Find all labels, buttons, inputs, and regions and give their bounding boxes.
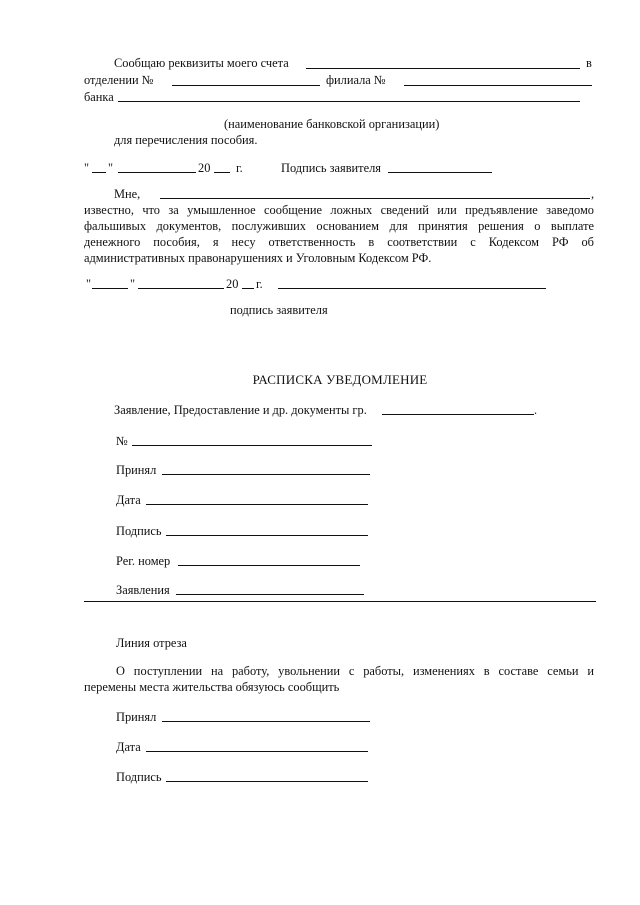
reg-number-label: Рег. номер <box>116 554 171 568</box>
branch-label: отделении № <box>84 73 154 87</box>
documents-period: . <box>534 403 538 417</box>
cut-accepted-label: Принял <box>116 710 157 724</box>
day-field[interactable] <box>92 172 106 173</box>
in-word: в <box>586 56 592 70</box>
filial-label: филиала № <box>326 73 386 87</box>
cut-signature-label: Подпись <box>116 770 162 784</box>
receipt-date-label: Дата <box>116 493 141 507</box>
documents-label: Заявление, Предоставление и др. документы гр. <box>114 403 367 417</box>
receipt-accepted-field[interactable] <box>162 474 370 475</box>
year-prefix: 20 <box>198 161 211 175</box>
applicant-signature-field[interactable] <box>388 172 492 173</box>
applicant-signature-caption: подпись заявителя <box>230 303 328 317</box>
year-field[interactable] <box>214 172 230 173</box>
year2-suffix: г. <box>256 277 263 291</box>
cut-date-label: Дата <box>116 740 141 754</box>
receipt-number-field[interactable] <box>132 445 372 446</box>
date2-quote-close: " <box>130 277 136 291</box>
purpose-text: для перечисления пособия. <box>114 133 258 147</box>
bank-name-caption: (наименование банковской организации) <box>224 117 440 131</box>
day2-field[interactable] <box>92 288 128 289</box>
filial-number-field[interactable] <box>404 85 592 86</box>
cut-accepted-field[interactable] <box>162 721 370 722</box>
receipt-title: РАСПИСКА УВЕДОМЛЕНИЕ <box>252 372 428 387</box>
receipt-accepted-label: Принял <box>116 463 157 477</box>
signature2-field[interactable] <box>278 288 546 289</box>
cut-date-field[interactable] <box>146 751 368 752</box>
declaration-comma: , <box>591 187 595 201</box>
cut-signature-field[interactable] <box>166 781 368 782</box>
reg-number-field[interactable] <box>178 565 360 566</box>
declaration-line-3: денежного пособия, я несу ответственность в соответствии с Кодексом РФ об <box>84 235 594 249</box>
cut-line-label: Линия отреза <box>116 636 187 650</box>
declaration-line-4: административных правонарушениях и Уголовным Кодексом РФ. <box>84 251 432 265</box>
statements-label: Заявления <box>116 583 170 597</box>
bank-label: банка <box>84 90 114 104</box>
bank-name-field[interactable] <box>118 101 580 102</box>
obligation-line-2: перемены места жительства обязуюсь сообщить <box>84 680 340 694</box>
year2-field[interactable] <box>242 288 254 289</box>
account-details-label: Сообщаю реквизиты моего счета <box>114 56 289 70</box>
declaration-line-1: известно, что за умышленное сообщение ложных сведений или предъявление заведомо <box>84 203 594 217</box>
date-quote-open: " <box>84 161 90 175</box>
receipt-date-field[interactable] <box>146 504 368 505</box>
date2-quote-open: " <box>86 277 92 291</box>
year2-prefix: 20 <box>226 277 239 291</box>
account-number-field[interactable] <box>306 68 580 69</box>
citizen-name-field[interactable] <box>382 414 534 415</box>
date-quote-close: " <box>108 161 114 175</box>
statements-field[interactable] <box>176 594 364 595</box>
year-suffix: г. <box>236 161 243 175</box>
receipt-signature-field[interactable] <box>166 535 368 536</box>
cut-line <box>84 601 596 602</box>
declaration-lead: Мне, <box>114 187 141 201</box>
applicant-signature-label: Подпись заявителя <box>281 161 381 175</box>
applicant-name-field[interactable] <box>160 198 590 199</box>
receipt-number-label: № <box>116 434 128 448</box>
month-field[interactable] <box>118 172 196 173</box>
receipt-signature-label: Подпись <box>116 524 162 538</box>
branch-number-field[interactable] <box>172 85 320 86</box>
month2-field[interactable] <box>138 288 224 289</box>
obligation-line-1: О поступлении на работу, увольнении с работы, изменениях в составе семьи и <box>116 664 594 678</box>
declaration-line-2: фальшивых документов, послуживших основанием для принятия решения о выплате <box>84 219 594 233</box>
